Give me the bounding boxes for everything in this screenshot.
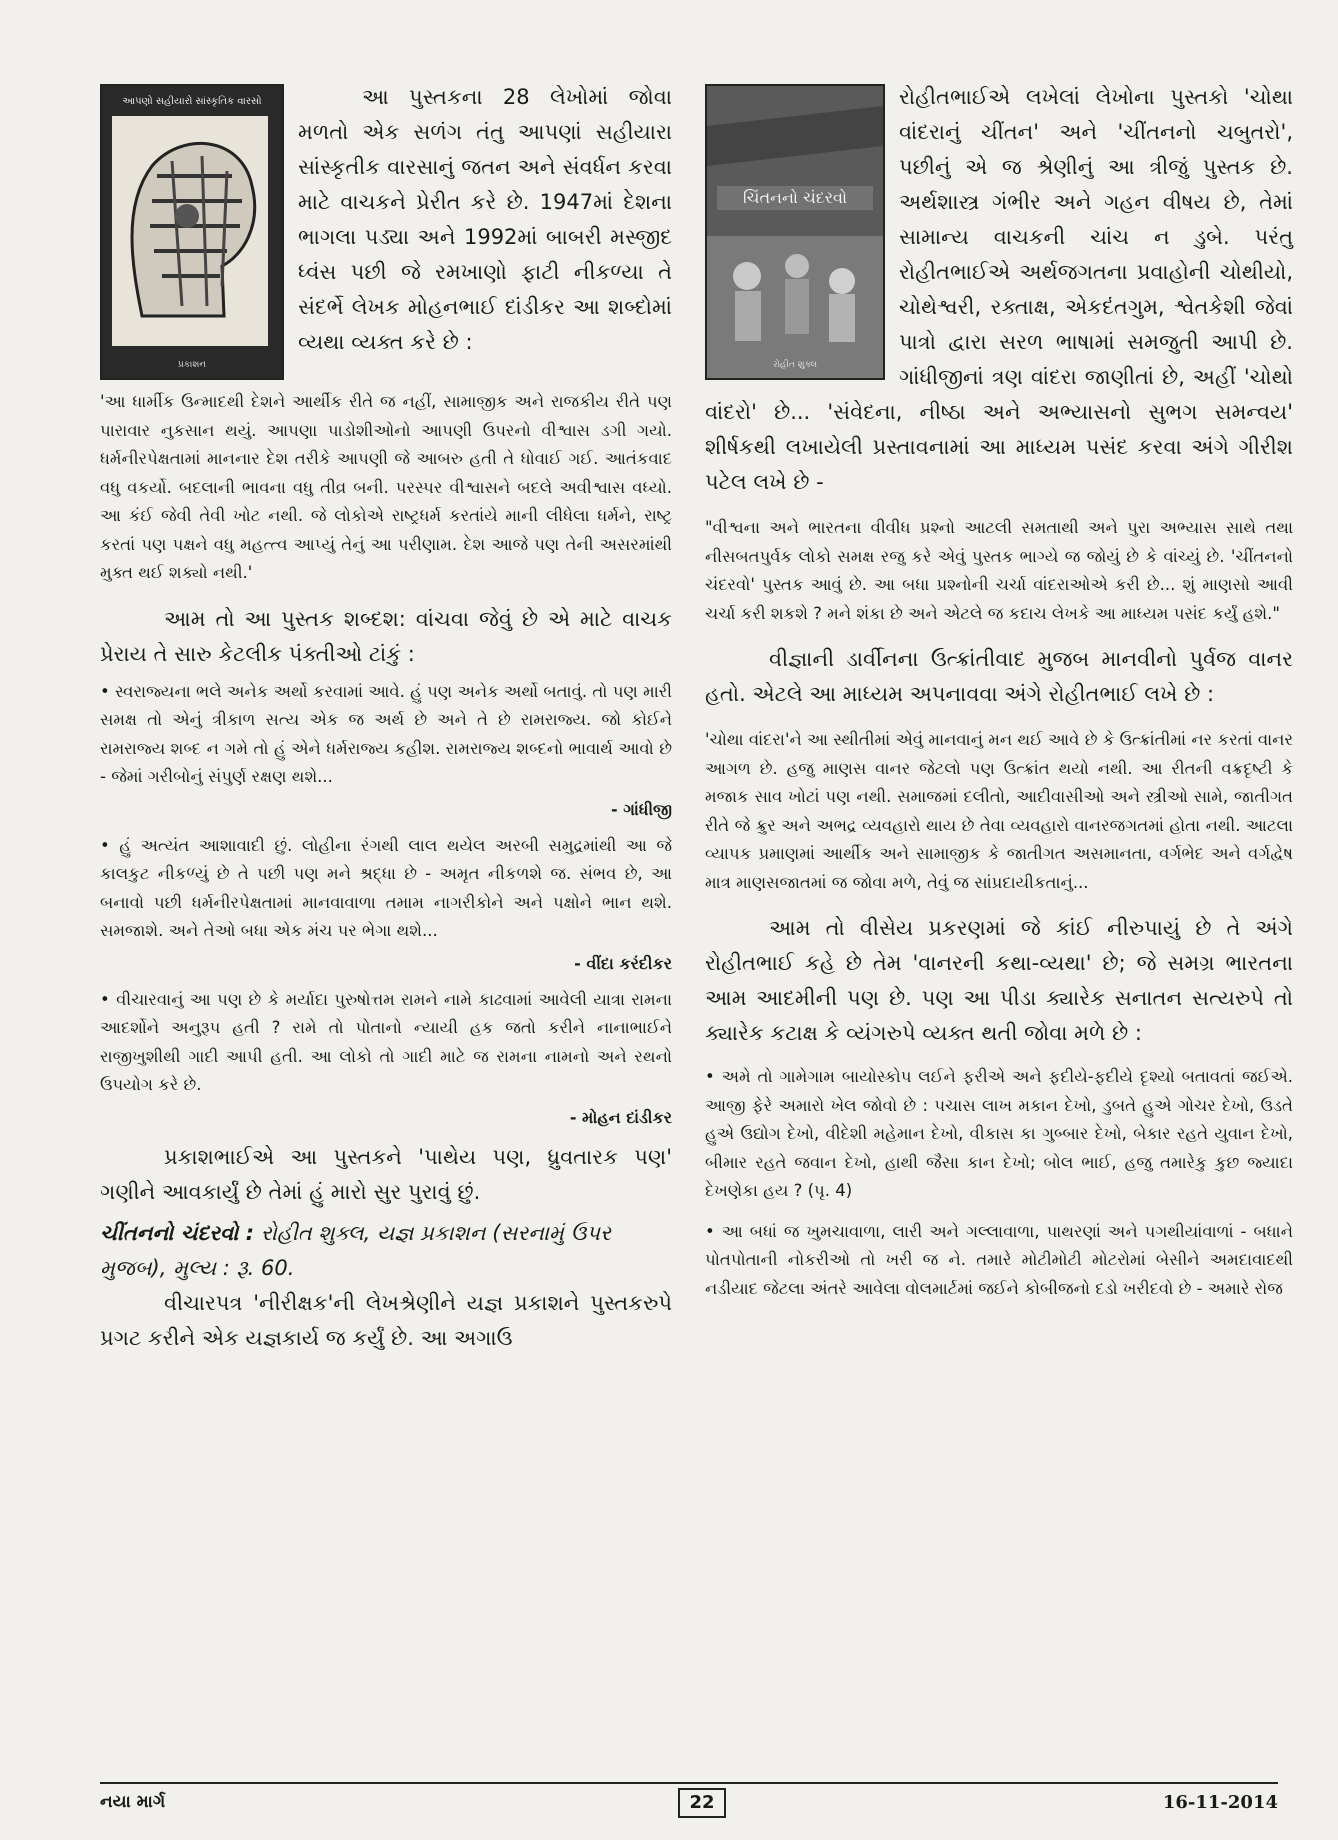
right-paragraph-2: વીજ્ઞાની ડાર્વીનના ઉત્ક્રાંતીવાદ મુજબ માનવીનો પુર્વજ વાનર હતો. એટલે આ માધ્યમ અપનાવવા અંગે રોહીતભાઈ લખે છે : (705, 647, 1293, 706)
left-intro-paragraph: આ પુસ્તકના 28 લેખોમાં જોવા મળતો એક સળંગ તંતુ આપણાં સહીયારા સાંસ્કૃતીક વારસાનું જતન અને સંવર્ધન કરવા માટે વાચકને પ્રેરીત કરે છે. 1947માં દેશના ભાગલા પડ્યા અને 1992માં બાબરી મસ્જીદ ધ્વંસ પછી જે રમખાણો ફાટી નીકળ્યા તે સંદર્ભે લેખક મોહનભાઈ દાંડીકર આ શબ્દોમાં વ્યથા વ્યક્ત કરે છે : (298, 85, 672, 354)
left-paragraph-3: પ્રકાશભાઈએ આ પુસ્તકને 'પાથેય પણ, ધ્રુવતારક પણ' ગણીને આવકાર્યું છે તેમાં હું મારો સુર પુરાવું છું. (100, 1144, 672, 1204)
left-paragraph-4: વીચારપત્ર 'નીરીક્ષક'ની લેખશ્રેણીને યજ્ઞ પ્રકાશને પુસ્તકરુપે પ્રગટ કરીને એક યજ્ઞકાર્ય જ કર્યું છે. આ અગાઉ (100, 1290, 672, 1350)
book-reference-details: રોહીત શુક્લ, યજ્ઞ પ્રકાશન (સરનામું ઉપર મુજબ), મુલ્ય : રૂ. 60. (100, 1220, 611, 1280)
cover-title: આપણો સહીયારો સાંસ્કૃતિક વારસો (122, 96, 262, 107)
right-quote-1: "વીશ્વના અને ભારતના વીવીધ પ્રશ્નો આટલી સમતાથી અને પુરા અભ્યાસ સાથે તથા નીસબતપુર્વક લોકો સમક્ષ રજુ કરે એવું પુસ્તક ભાગ્યે જ જોયું છે કે વાંચ્યું છે. 'ચીંતનનો ચંદરવો' પુસ્તક આવું છે. આ બધા પ્રશ્નોની ચર્ચા વાંદરાઓએ કરી છે... શું માણસો આવી ચર્ચા કરી શકશે ? મને શંકા છે અને એટલે જ કદાચ લેખકે આ માધ્યમ પસંદ કર્યું હશે." (705, 518, 1293, 623)
left-bullet-3: • વીચારવાનું આ પણ છે કે મર્યાદા પુરુષોત્તમ રામને નામે કાઢવામાં આવેલી યાત્રા રામના આદર્શોને અનુરૂપ હતી ? રામે તો પોતાનો ન્યાયી હક જતો કરીને નાનાભાઈને રાજીખુશીથી ગાદી આપી હતી. આ લોકો તો ગાદી માટે જ રામના નામનો અને રથનો ઉપયોગ કરે છે. (100, 989, 672, 1094)
right-paragraph-3: આમ તો વીસેય પ્રકરણમાં જે કાંઈ નીરુપાયું છે તે અંગે રોહીતભાઈ કહે છે તેમ 'વાનરની કથા-વ્યથા' છે; જે સમગ્ર ભારતના આમ આદમીની પણ છે. પણ આ પીડા ક્યારેક સનાતન સત્યરુપે તો ક્યારેક કટાક્ષ કે વ્યંગરુપે વ્યક્ત થતી જોવા મળે છે : (705, 916, 1293, 1045)
right-bullet-2: • આ બધાં જ ખુમચાવાળા, લારી અને ગલ્લાવાળા, પાથરણાં અને પગથીયાંવાળાં - બધાને પોતપોતાની નોકરીઓ તો ખરી જ ને. તમારે મોટીમોટી મોટરોમાં બેસીને અમદાવાદથી નડીયાદ જેટલા અંતરે આવેલા વોલમાર્ટમાં જઈને કોબીજનો દડો ખરીદવો છે - અમારે રોજ (705, 1221, 1293, 1298)
page-number: 22 (678, 1788, 726, 1818)
book-cover-image (100, 84, 284, 380)
left-quote: 'આ ધાર્મીક ઉન્માદથી દેશને આર્થીક રીતે જ નહીં, સામાજીક અને રાજકીય રીતે પણ પારાવાર નુકસાન થયું. આપણા પાડોશીઓનો આપણી ઉપરનો વીશ્વાસ ડગી ગયો. ધર્મનીરપેક્ષતામાં માનનાર દેશ તરીકે આપણી જે આબરુ હતી તે ધોવાઈ ગઈ. આતંકવાદ વધુ વકર્યો. બદલાની ભાવના વધુ તીવ્ર બની. પરસ્પર વીશ્વાસને બદલે અવીશ્વાસ વધ્યો. આ કંઈ જેવી તેવી ખોટ નથી. જે લોકોએ રાષ્ટ્રધર્મ કરતાંયે માની લીધેલા ધર્મને, રાષ્ટ્ર કરતાં પણ પક્ષને વધુ મહત્ત્વ આપ્યું તેનું આ પરીણામ. દેશ આજે પણ તેની અસરમાંથી મુક્ત થઈ શક્યો નથી.' (100, 392, 672, 582)
magazine-name: નયા માર્ગ (100, 1792, 166, 1812)
right-intro-paragraph: રોહીતભાઈએ લખેલાં લેખોના પુસ્તકો 'ચોથા વાંદરાનું ચીંતન' અને 'ચીંતનનો ચબુતરો', પછીનું એ જ શ્રેણીનું આ ત્રીજું પુસ્તક છે. અર્થશાસ્ત્ર ગંભીર અને ગહન વીષય છે, તેમાં સામાન્ય વાચકની ચાંચ ન ડુબે. પરંતુ રોહીતભાઈએ અર્થજગતના પ્રવાહોની ચોથીયો, ચોથેશ્વરી, રક્તાક્ષ, એકદંતગુમ, શ્વેતકેશી જેવાં પાત્રો દ્વારા સરળ ભાષામાં સમજુતી આપી છે. ગાંધીજીનાં ત્રણ વાંદરા જાણીતાં છે, અહીં 'ચોથો વાંદરો' છે... 'સંવેદના, નીષ્ઠા અને અભ્યાસનો સુભગ સમન્વય' શીર્ષકથી લખાયેલી પ્રસ્તાવનામાં આ માધ્યમ પસંદ કરવા અંગે ગીરીશ પટેલ લખે છે - (705, 85, 1293, 494)
signature-gandhiji: - ગાંધીજી (611, 799, 672, 819)
left-paragraph-2: આમ તો આ પુસ્તક શબ્દશ: વાંચવા જેવું છે એ માટે વાચક પ્રેરાય તે સારુ કેટલીક પંક્તીઓ ટાંકું : (100, 606, 672, 666)
signature-vinda: - વીંદા કરંદીકર (574, 953, 672, 973)
right-quote-2: 'ચોથા વાંદરા'ને આ સ્થીતીમાં એવું માનવાનું મન થઈ આવે છે કે ઉત્ક્રાંતીમાં નર કરતાં વાનર આગળ છે. હજુ માણસ વાનર જેટલો પણ ઉત્ક્રાંત થયો નથી. આ રીતની વક્રદૃષ્ટી કે મજાક સાવ ખોટાં પણ નથી. સમાજમાં દલીતો, આદીવાસીઓ અને સ્ત્રીઓ સામે, જાતીગત રીતે જે ક્રુર અને અભદ્ર વ્યવહારો થાય છે તેવા વ્યવહારો વાનરજગતમાં હોતા નથી. આટલા વ્યાપક પ્રમાણમાં આર્થીક અને સામાજીક કે જાતીગત અસમાનતા, વર્ગભેદ અને વર્ગદ્વેષ માત્ર માણસજાતમાં જ જોવા મળે, તેવું જ સાંપ્રદાયીકતાનું... (705, 730, 1293, 892)
right-lead (705, 80, 1293, 500)
cover-art-illustration (112, 116, 268, 346)
issue-date: 16-11-2014 (1162, 1792, 1278, 1813)
left-bullet-1: • સ્વરાજ્યના ભલે અનેક અર્થો કરવામાં આવે. હું પણ અનેક અર્થો બતાવું. તો પણ મારી સમક્ષ તો એનું ત્રીકાળ સત્ય એક જ અર્થ છે અને તે છે રામરાજ્ય. જો કોઈને રામરાજ્ય શબ્દ ન ગમે તો હું એને ધર્મરાજ્ય કહીશ. રામરાજ્ય શબ્દનો ભાવાર્થ આવો છે - જેમાં ગરીબોનું સંપુર્ણ રક્ષણ થશે... (100, 681, 672, 786)
book-reference (100, 1216, 672, 1286)
cover-publisher: પ્રકાશન (177, 360, 207, 370)
book-cover-photo (705, 84, 885, 380)
cover-author-right: રોહીત શુક્લ (772, 360, 818, 370)
book-reference-title: ચીંતનનો ચંદરવો : (100, 1220, 255, 1245)
left-bullet-2: • હું અત્યંત આશાવાદી છું. લોહીના રંગથી લાલ થયેલ અરબી સમુદ્રમાંથી આ જે કાલકુટ નીકળ્યું છે તે પછી પણ મને શ્રદ્ધા છે - અમૃત નીકળશે જ. સંભવ છે, આ બનાવો પછી ધર્મનીરપેક્ષતામાં માનવાવાળા તમામ નાગરીકોને અને પક્ષોને ભાન થશે. સમજાશે. અને તેઓ બધા એક મંચ પર ભેગા થશે... (100, 835, 672, 940)
cover-photo-art (707, 86, 883, 378)
page-footer (100, 1782, 1278, 1818)
cover-title-right: ચિંતનનો ચંદરવો (717, 186, 873, 210)
left-column (100, 80, 672, 1356)
signature-mohan: - મોહન દાંડીકર (569, 1107, 672, 1127)
left-lead (100, 80, 672, 370)
right-column (705, 80, 1293, 1303)
right-bullet-1: • અમે તો ગામેગામ બાયોસ્કોપ લઈને ફરીએ અને ફદીયે-ફદીયે દૃશ્યો બતાવતાં જઈએ. આજી ફેરે અમારો ખેલ જોવો છે : પચાસ લાખ મકાન દેખો, ડુબતે હુએ ગોચર દેખો, ઉડતે હુએ ઉદ્યોગ દેખો, વીદેશી મહેમાન દેખો, વીકાસ કા ગુબ્બાર દેખો, બેકાર રહતે યુવાન દેખો, બીમાર રહતે જવાન દેખો, હાથી જૈસા કાન દેખો; બોલ ભાઈ, હજુ તમારેકુ કુછ જ્યાદા દેખણેકા હય ? (પૃ. 4) (705, 1067, 1293, 1200)
